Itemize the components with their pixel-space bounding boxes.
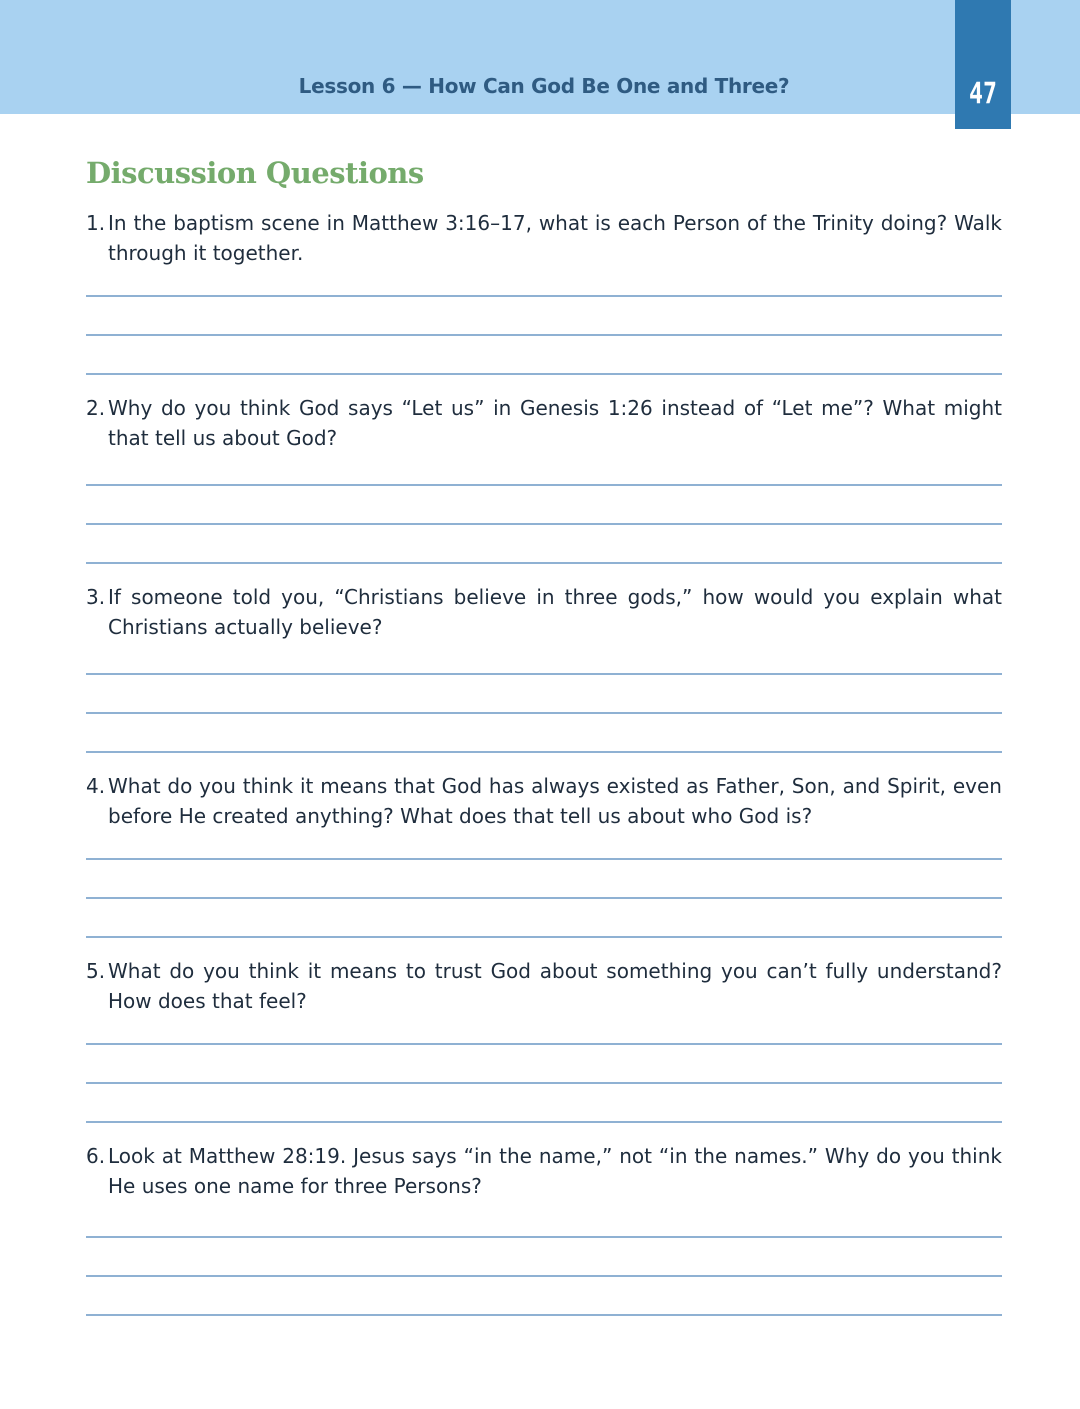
question-1 bbox=[86, 208, 1002, 268]
question-number: 2. bbox=[86, 396, 106, 420]
question-number: 5. bbox=[86, 959, 106, 983]
answer-line[interactable] bbox=[86, 858, 1002, 860]
question-2 bbox=[86, 393, 1002, 453]
section-title: Discussion Questions bbox=[86, 156, 424, 190]
answer-line[interactable] bbox=[86, 1082, 1002, 1084]
answer-line[interactable] bbox=[86, 1121, 1002, 1123]
question-6 bbox=[86, 1141, 1002, 1201]
answer-line[interactable] bbox=[86, 562, 1002, 564]
question-text: What do you think it means that God has always existed as Father, Son, and Spirit, even before He created anything? What does that tell us about who God is? bbox=[108, 774, 1002, 828]
answer-line[interactable] bbox=[86, 334, 1002, 336]
question-4 bbox=[86, 771, 1002, 831]
question-text: What do you think it means to trust God about something you can’t fully understand? How does that feel? bbox=[108, 959, 1002, 1013]
page-number-tab bbox=[955, 0, 1011, 129]
answer-line[interactable] bbox=[86, 897, 1002, 899]
answer-line[interactable] bbox=[86, 373, 1002, 375]
answer-line[interactable] bbox=[86, 712, 1002, 714]
question-number: 3. bbox=[86, 585, 106, 609]
answer-line[interactable] bbox=[86, 484, 1002, 486]
answer-line[interactable] bbox=[86, 673, 1002, 675]
answer-line[interactable] bbox=[86, 1314, 1002, 1316]
running-head: Lesson 6 — How Can God Be One and Three? bbox=[298, 74, 790, 98]
answer-line[interactable] bbox=[86, 1043, 1002, 1045]
question-5 bbox=[86, 956, 1002, 1016]
answer-line[interactable] bbox=[86, 1236, 1002, 1238]
question-3 bbox=[86, 582, 1002, 642]
answer-line[interactable] bbox=[86, 523, 1002, 525]
answer-line[interactable] bbox=[86, 936, 1002, 938]
question-text: Why do you think God says “Let us” in Genesis 1:26 instead of “Let me”? What might that tell us about God? bbox=[108, 396, 1002, 450]
answer-line[interactable] bbox=[86, 1275, 1002, 1277]
answer-line[interactable] bbox=[86, 295, 1002, 297]
page-number: 47 bbox=[969, 76, 997, 110]
question-number: 1. bbox=[86, 211, 106, 235]
answer-line[interactable] bbox=[86, 751, 1002, 753]
question-text: In the baptism scene in Matthew 3:16–17, what is each Person of the Trinity doing? Walk through it together. bbox=[108, 211, 1002, 265]
question-text: If someone told you, “Christians believe in three gods,” how would you explain what Christians actually believe? bbox=[108, 585, 1002, 639]
question-text: Look at Matthew 28:19. Jesus says “in the name,” not “in the names.” Why do you think He uses one name for three Persons? bbox=[108, 1144, 1002, 1198]
question-number: 4. bbox=[86, 774, 106, 798]
question-number: 6. bbox=[86, 1144, 106, 1168]
